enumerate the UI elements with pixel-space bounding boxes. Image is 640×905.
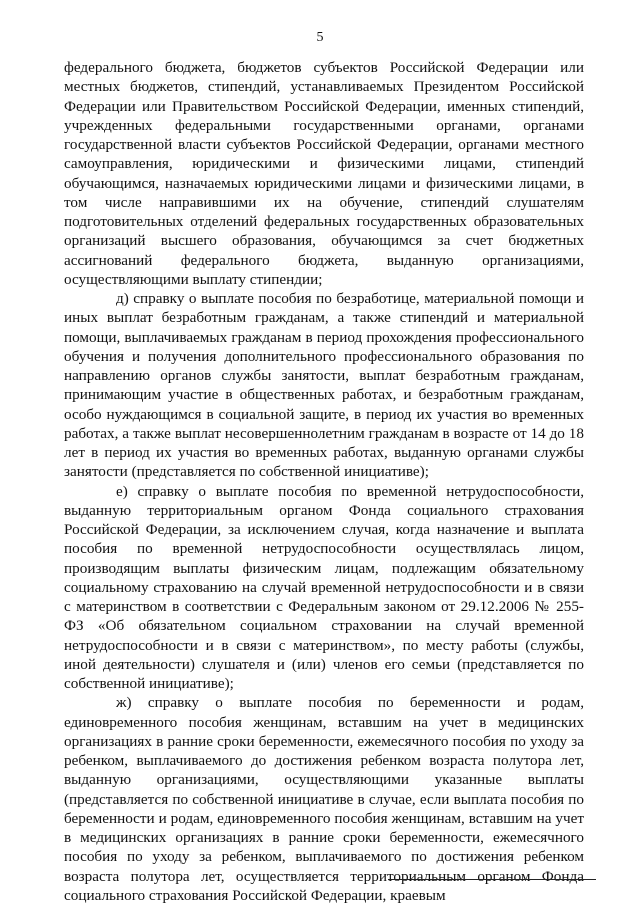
paragraph-stipend-continuation: федерального бюджета, бюджетов субъектов Российской Федерации или местных бюджетов, стипендий, устанавливаемых Президентом Российской Федерации или Правительством Российской Федерации, именных стипендий, учрежденных федеральными государственными органами, органами государственной власти субъектов Российской Федерации, органами местного самоуправления, юридическими и физическими лицами, стипендий обучающимся, назначаемых юридическими лицами и физическими лицами, в том числе направившими их на обучение, стипендий слушателям подготовительных отделений федеральных государственных образовательных организаций высшего образования, обучающимся за счет бюджетных ассигнований федерального бюджета, выданную организациями, осуществляющими выплату стипендии; (64, 59, 584, 288)
footer-rule (388, 879, 596, 880)
body-text (64, 58, 584, 905)
paragraph-item-e: е) справку о выплате пособия по временной нетрудоспособности, выданную территориальным органом Фонда социального страхования Российской Федерации, за исключением случая, когда назначение и выплата пособия по временной нетрудоспособности осуществлялась лицом, производящим выплаты физическим лицам, подлежащим обязательному социальному страхованию на случай временной нетрудоспособности и в связи с материнством в соответствии с Федеральным законом от 29.12.2006 № 255-ФЗ «Об обязательном социальном страховании на случай временной нетрудоспособности и в связи с материнством», по месту работы (службы, иной деятельности) слушателя и (или) членов его семьи (представляется по собственной инициативе); (64, 482, 584, 692)
paragraph-item-zh: ж) справку о выплате пособия по беременности и родам, единовременного пособия женщинам, вставшим на учет в медицинских организациях в ранние сроки беременности, ежемесячного пособия по уходу за ребенком, выплачиваемого до достижения ребенком возраста полутора лет, выданную организациями, осуществляющими указанные выплаты (представляется по собственной инициативе в случае, если выплата пособия по беременности и родам, единовременного пособия женщинам, вставшим на учет в медицинских организациях в ранние сроки беременности, ежемесячного пособия по уходу за ребенком, выплачиваемого по достижения ребенком возраста полутора лет, осуществляется территориальным органом Фонда социального страхования Российской Федерации, краевым (64, 694, 584, 904)
paragraph-item-d: д) справку о выплате пособия по безработице, материальной помощи и иных выплат безработным гражданам, а также стипендий и материальной помощи, выплачиваемых гражданам в период прохождения профессионального обучения и получения дополнительного профессионального образования по направлению органов службы занятости, выплат безработным гражданам, принимающим участие в общественных работах, и безработным гражданам, особо нуждающимся в социальной защите, в период их участия во временных работах, а также выплат несовершеннолетним гражданам в возрасте от 14 до 18 лет в период их участия во временных работах, выданную органами службы занятости (представляется по собственной инициативе); (64, 290, 584, 481)
page-number: 5 (316, 30, 324, 45)
